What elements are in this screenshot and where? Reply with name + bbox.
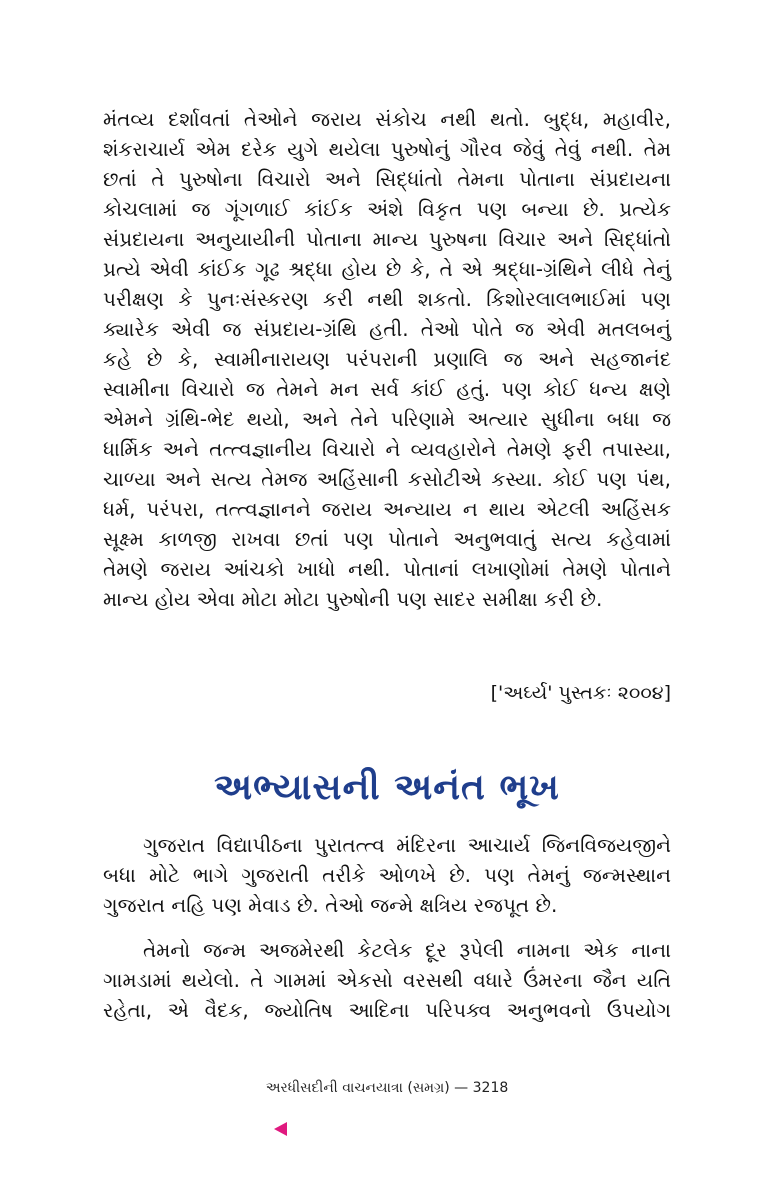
text-line: ગામડામાં થયેલો. તે ગામમાં એકસો વરસથી વધારે ઉંમરના જૈન યતિ — [103, 968, 671, 992]
text-line: સૂક્ષ્મ કાળજી રાખવા છતાં પણ પોતાને અનુભવાતું સત્ય કહેવામાં — [103, 527, 671, 551]
text-line: છતાં તે પુરુષોના વિચારો અને સિદ્ધાંતો તેમના પોતાના સંપ્રદાયના — [103, 167, 671, 191]
text-line: કહે છે કે, સ્વામીનારાયણ પરંપરાની પ્રણાલિ જ અને સહજાનંદ — [103, 347, 671, 371]
text-line: ગુજરાત નહિ પણ મેવાડ છે. તેઓ જન્મે ક્ષત્રિય રજપૂત છે. — [103, 893, 558, 917]
text-line: ક્યારેક એવી જ સંપ્રદાય-ગ્રંથિ હતી. તેઓ પોતે જ એવી મતલબનું — [103, 317, 671, 341]
paragraph-1 — [103, 104, 671, 614]
text-line: મંતવ્ય દર્શાવતાં તેઓને જરાય સંકોચ નથી થતો. બુદ્ધ, મહાવીર, — [103, 107, 671, 131]
text-line: ગુજરાત વિદ્યાપીઠના પુરાતત્ત્વ મંદિરના આચાર્ય જિનવિજયજીને — [143, 833, 671, 857]
left-triangle-icon[interactable] — [274, 1122, 287, 1136]
text-line: પ્રત્યે એવી કાંઈક ગૂઢ શ્રદ્ધા હોય છે કે, તે એ શ્રદ્ધા-ગ્રંથિને લીધે તેનું — [103, 257, 671, 281]
citation: ['અર્ઘ્ય' પુસ્તકઃ ૨૦૦૪] — [490, 682, 671, 704]
text-line: બધા મોટે ભાગે ગુજરાતી તરીકે ઓળખે છે. પણ તેમનું જન્મસ્થાન — [103, 863, 671, 887]
text-line: રહેતા, એ વૈદક, જ્યોતિષ આદિના પરિપક્વ અનુભવનો ઉપયોગ — [103, 998, 671, 1022]
text-line: પરીક્ષણ કે પુનઃસંસ્કરણ કરી નથી શકતો. કિશોરલાલભાઈમાં પણ — [103, 287, 671, 311]
text-line: ધાર્મિક અને તત્ત્વજ્ઞાનીય વિચારો ને વ્યવહારોને તેમણે ફરી તપાસ્યા, — [103, 437, 671, 461]
text-line: કોચલામાં જ ગૂંગળાઈ કાંઈક અંશે વિકૃત પણ બન્યા છે. પ્રત્યેક — [103, 197, 671, 221]
text-line: શંકરાચાર્ય એમ દરેક યુગે થયેલા પુરુષોનું ગૌરવ જેવું તેવું નથી. તેમ — [103, 137, 671, 161]
paragraph-3 — [103, 935, 671, 1025]
text-line: ધર્મ, પરંપરા, તત્ત્વજ્ઞાનને જરાય અન્યાય ન થાય એટલી અહિંસક — [103, 497, 671, 521]
text-line: સંપ્રદાયના અનુયાયીની પોતાના માન્ય પુરુષના વિચાર અને સિદ્ધાંતો — [103, 227, 671, 251]
text-line: માન્ય હોય એવા મોટા મોટા પુરુષોની પણ સાદર સમીક્ષા કરી છે. — [103, 587, 603, 611]
paragraph-2 — [103, 830, 671, 920]
section-heading: અભ્યાસની અનંત ભૂખ — [214, 767, 560, 808]
text-line: સ્વામીના વિચારો જ તેમને મન સર્વ કાંઈ હતું. પણ કોઈ ધન્ય ક્ષણે — [103, 377, 671, 401]
page-content — [103, 0, 671, 1199]
text-line: ચાળ્યા અને સત્ય તેમજ અહિંસાની કસોટીએ કસ્યા. કોઈ પણ પંથ, — [103, 467, 671, 491]
text-line: એમને ગ્રંથિ-ભેદ થયો, અને તેને પરિણામે અત્યાર સુધીના બધા જ — [103, 407, 671, 431]
text-line: તેમણે જરાય આંચકો ખાધો નથી. પોતાનાં લખાણોમાં તેમણે પોતાને — [103, 557, 671, 581]
text-line: તેમનો જન્મ અજમેરથી કેટલેક દૂર રૂપેલી નામના એક નાના — [143, 938, 671, 962]
page-footer: અરધીસદીની વાચનયાત્રા (સમગ્ર) — 3218 — [265, 1080, 509, 1096]
